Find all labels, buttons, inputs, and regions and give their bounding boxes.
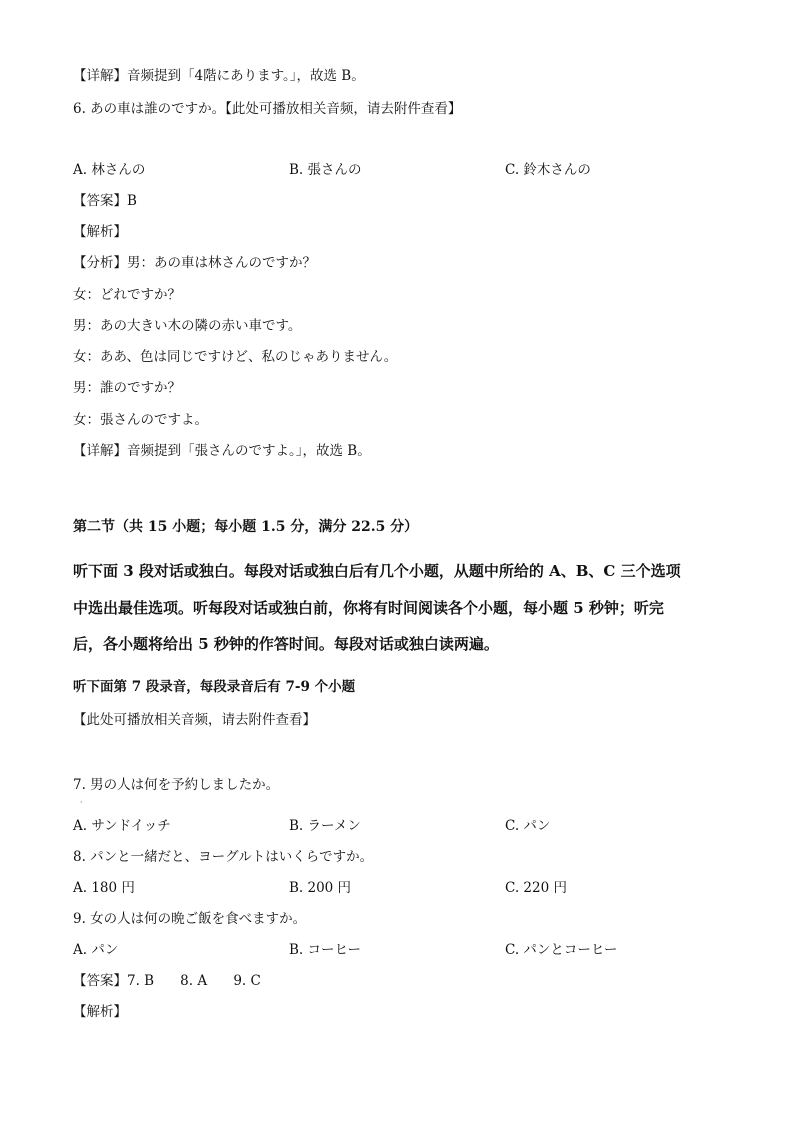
q9-question: 9. 女の人は何の晩ご飯を食べますか。 — [73, 911, 307, 927]
answer-9: 9. C — [233, 973, 261, 989]
section2-subheading: 听下面第 7 段录音，每段录音后有 7-9 个小题 — [73, 679, 356, 695]
answers-label: 【答案】 — [73, 973, 127, 989]
answer-7: 7. B — [127, 973, 155, 989]
q8-option-a: A. 180 円 — [73, 880, 135, 896]
section2-instruction-line-2: 中选出最佳选项。听每段对话或独白前，你将有时间阅读各个小题，每小题 5 秒钟；听完 — [73, 599, 664, 617]
section2-instruction-line-1: 听下面 3 段对话或独白。每段对话或独白后有几个小题，从题中所给的 A、B、C 三个选项 — [73, 562, 681, 580]
section2-instruction-line-3: 后，各小题将给出 5 秒钟的作答时间。每段对话或独白读两遍。 — [73, 635, 499, 653]
q8-option-c: C. 220 円 — [505, 880, 567, 896]
stray-dot-mark: · — [80, 798, 83, 807]
answers-7-9 — [73, 972, 269, 990]
q6-option-a: A. 林さんの — [73, 162, 146, 178]
q6-dialog-line-2: 女：どれですか？ — [73, 287, 181, 303]
q9-option-a: A. パン — [73, 942, 119, 958]
analysis-label-2: 【解析】 — [73, 1004, 127, 1020]
section2-title: 第二节（共 15 小题；每小题 1.5 分，满分 22.5 分） — [73, 519, 419, 535]
q6-question: 6. あの車は誰のですか。【此处可播放相关音频，请去附件查看】 — [73, 101, 462, 117]
answer-8: 8. A — [180, 973, 208, 989]
q6-dialog-line-6: 女：張さんのですよ。 — [73, 412, 208, 428]
q9-option-c: C. パンとコーヒー — [505, 942, 618, 958]
q7-option-a: A. サンドイッチ — [73, 818, 171, 834]
q5-detail: 【详解】音频提到「4階にあります。」，故选 B。 — [73, 68, 365, 84]
q7-option-b: B. ラーメン — [289, 818, 361, 834]
q7-option-c: C. パン — [505, 818, 551, 834]
q6-analysis-label: 【解析】 — [73, 224, 127, 240]
section2-audio-note: 【此处可播放相关音频，请去附件查看】 — [73, 712, 316, 728]
q6-dialog-line-3: 男：あの大きい木の隣の赤い車です。 — [73, 318, 302, 334]
q6-option-b: B. 張さんの — [289, 162, 362, 178]
q6-dialog-line-1: 【分析】男：あの車は林さんのですか？ — [73, 255, 316, 271]
q7-question: 7. 男の人は何を予約しましたか。 — [73, 777, 280, 793]
q6-option-c: C. 鈴木さんの — [505, 162, 591, 178]
q8-option-b: B. 200 円 — [289, 880, 352, 896]
q6-dialog-line-4: 女：ああ、色は同じですけど、私のじゃありません。 — [73, 349, 398, 365]
q6-detail: 【详解】音频提到「張さんのですよ。」，故选 B。 — [73, 443, 371, 459]
q6-dialog-line-5: 男：誰のですか？ — [73, 380, 181, 396]
q9-option-b: B. コーヒー — [289, 942, 361, 958]
q8-question: 8. パンと一緒だと、ヨーグルトはいくらですか。 — [73, 849, 374, 865]
q6-answer: 【答案】B — [73, 193, 137, 209]
